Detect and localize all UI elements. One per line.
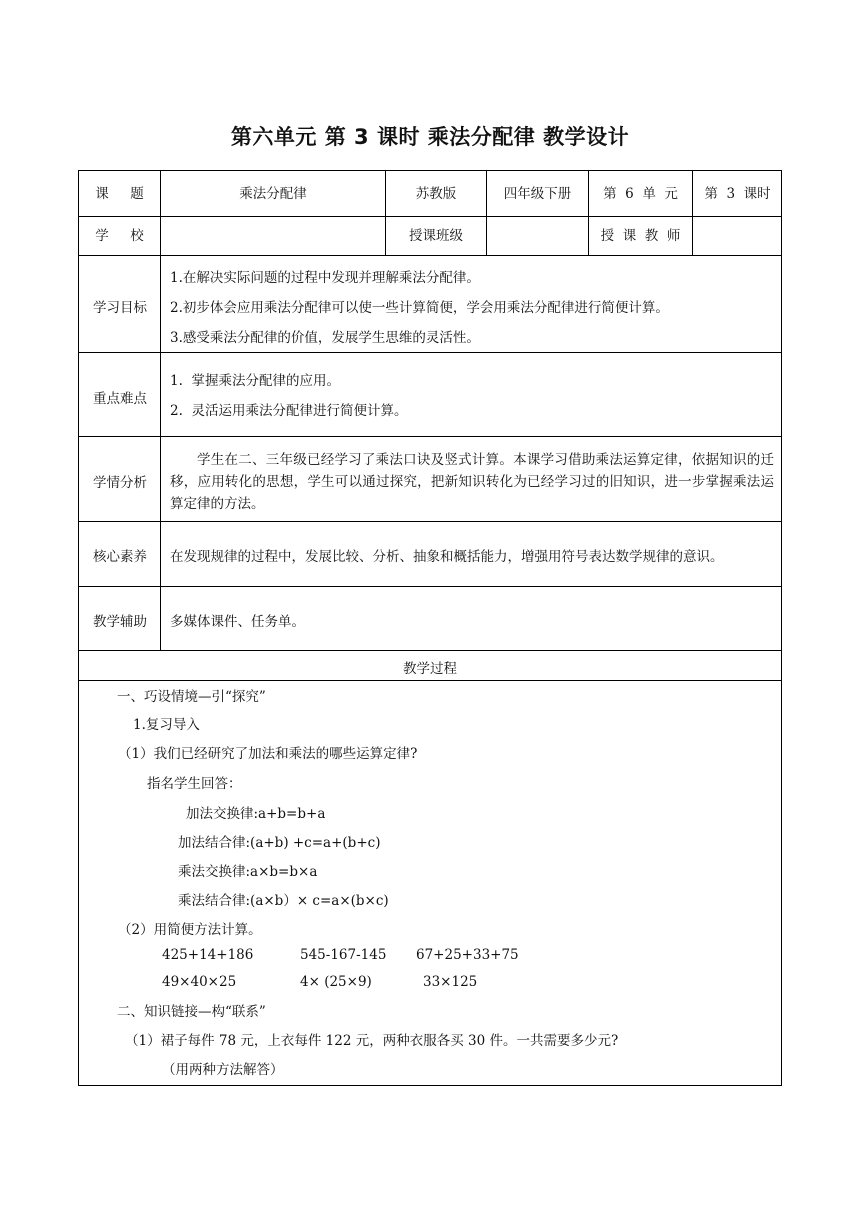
key-point-item: 1. 掌握乘法分配律的应用。	[170, 373, 340, 389]
section-heading: 一、巧设情境—引“探究”	[117, 689, 266, 705]
calc-expression: 33×125	[423, 974, 478, 990]
row-divider	[78, 521, 782, 522]
row-divider	[78, 680, 782, 681]
problem-text: （1）裙子每件 78 元，上衣每件 122 元，两种衣服各买 30 件。一共需要多少元?	[125, 1033, 619, 1049]
calc-expression: 67+25+33+75	[416, 947, 519, 963]
aids-text: 多媒体课件、任务单。	[170, 614, 305, 630]
law-item: 乘法结合律:(a×b）× c=a×(b×c)	[178, 893, 389, 909]
process-heading: 教学过程	[403, 661, 457, 677]
question-text: （1）我们已经研究了加法和乘法的哪些运算定律?	[118, 746, 418, 762]
col-divider	[486, 170, 487, 255]
key-points-label: 重点难点	[93, 391, 147, 407]
problem-note: （用两种方法解答）	[162, 1062, 284, 1078]
key-point-item: 2. 灵活运用乘法分配律进行简便计算。	[170, 403, 408, 419]
unit: 第 6 单 元	[603, 186, 678, 202]
goal-item: 2.初步体会应用乘法分配律可以使一些计算简便，学会用乘法分配律进行简便计算。	[170, 300, 669, 316]
school-label: 学 校	[95, 228, 144, 244]
row-divider	[78, 216, 782, 217]
row-divider	[78, 255, 782, 256]
publisher: 苏教版	[415, 186, 457, 202]
col-divider	[160, 170, 161, 650]
question-note: 指名学生回答：	[147, 776, 242, 792]
review-heading: 1.复习导入	[133, 717, 200, 733]
calc-expression: 425+14+186	[162, 947, 254, 963]
row-divider	[78, 586, 782, 587]
law-item: 加法交换律:a+b=b+a	[186, 806, 326, 822]
goal-item: 3.感受乘法分配律的价值，发展学生思维的灵活性。	[170, 330, 480, 346]
row-divider	[78, 650, 782, 651]
teacher-label: 授 课 教 师	[600, 228, 681, 244]
calc-expression: 49×40×25	[162, 974, 237, 990]
row-divider	[78, 352, 782, 353]
goal-item: 1.在解决实际问题的过程中发现并理解乘法分配律。	[170, 270, 480, 286]
literacy-label: 核心素养	[93, 549, 147, 565]
col-divider	[692, 170, 693, 255]
law-item: 乘法交换律:a×b=b×a	[178, 864, 318, 880]
question-text: （2）用简便方法计算。	[118, 922, 262, 938]
document-title: 第六单元 第 3 课时 乘法分配律 教学设计	[230, 125, 630, 149]
analysis-label: 学情分析	[93, 475, 147, 491]
calc-expression: 4× (25×9)	[300, 974, 372, 990]
law-item: 加法结合律:(a+b) +c=a+(b+c)	[178, 835, 381, 851]
literacy-text: 在发现规律的过程中，发展比较、分析、抽象和概括能力，增强用符号表达数学规律的意识。	[170, 549, 724, 565]
topic-label: 课 题	[95, 186, 144, 202]
lesson-number: 第 3 课时	[704, 186, 771, 202]
grade: 四年级下册	[503, 186, 572, 202]
aids-label: 教学辅助	[93, 614, 147, 630]
calc-expression: 545-167-145	[300, 947, 387, 963]
goals-label: 学习目标	[93, 300, 147, 316]
class-label: 授课班级	[409, 228, 463, 244]
analysis-text: 学生在二、三年级已经学习了乘法口诀及竖式计算。本课学习借助乘法运算定律，依据知识的迁移，应用转化的思想，学生可以通过探究，把新知识转化为已经学习过的旧知识，进一步掌握乘法运算定律的方法。	[170, 452, 774, 512]
section-heading: 二、知识链接—构“联系”	[117, 1004, 266, 1020]
topic-value: 乘法分配律	[239, 186, 307, 202]
row-divider	[78, 436, 782, 437]
